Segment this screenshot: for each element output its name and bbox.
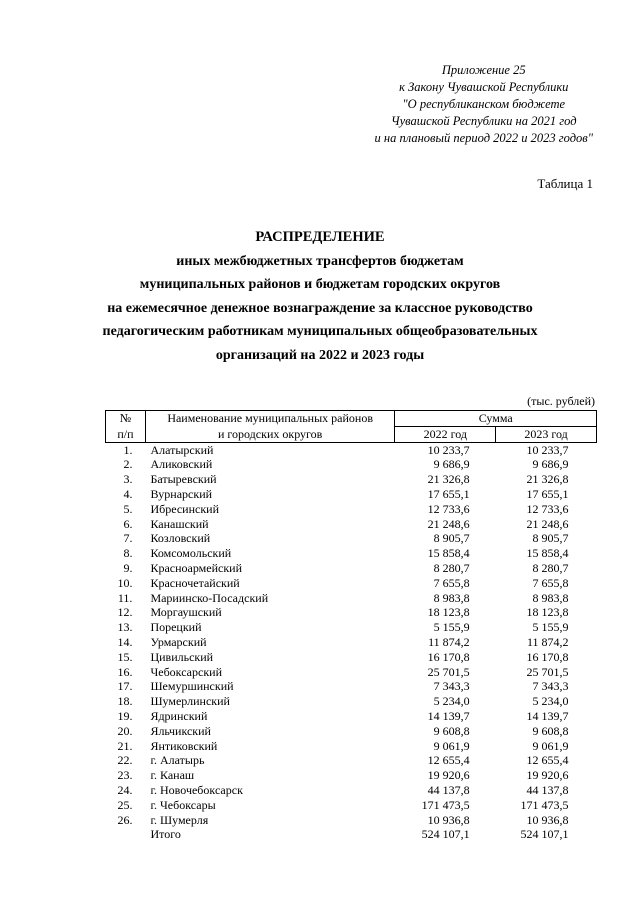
row-number: 13.	[117, 620, 133, 635]
row-name: Шумерлинский	[150, 694, 230, 709]
row-number	[106, 827, 146, 842]
row-number: 2.	[123, 457, 133, 472]
row-number: 14.	[117, 634, 133, 649]
header-name-sub: и городских округов	[145, 426, 394, 442]
value-2023: 44 137,8	[526, 782, 569, 797]
value-2022: 17 655,1	[427, 486, 470, 501]
value-2023: 10 233,7	[526, 442, 569, 457]
row-name: Янтиковский	[150, 738, 218, 753]
title-line: организаций на 2022 и 2023 годы	[215, 347, 425, 363]
value-2023: 25 701,5	[526, 664, 569, 679]
row-name: Вурнарский	[150, 486, 213, 501]
row-number: 9.	[123, 560, 133, 575]
value-2023: 19 920,6	[526, 768, 569, 783]
row-name: Шемуршинский	[150, 679, 234, 694]
row-name: г. Канаш	[150, 768, 195, 783]
value-2022: 18 123,8	[427, 605, 470, 620]
table-row	[106, 517, 597, 532]
value-2022: 10 233,7	[427, 442, 470, 457]
table-row	[106, 768, 597, 783]
value-2022: 9 608,8	[433, 723, 470, 738]
row-name: Урмарский	[150, 634, 207, 649]
value-2023: 524 107,1	[520, 827, 569, 842]
header-sum: Сумма	[395, 411, 597, 427]
row-name: Итого	[150, 827, 181, 842]
row-name: Канашский	[150, 516, 209, 531]
value-2023: 8 983,8	[532, 590, 569, 605]
table-row	[106, 813, 597, 828]
value-2023: 10 936,8	[526, 812, 569, 827]
row-number: 6.	[123, 516, 133, 531]
title-line: муниципальных районов и бюджетам городских округов	[139, 277, 501, 292]
table-row	[106, 724, 597, 739]
value-2023: 9 686,9	[532, 457, 569, 472]
row-number: 15.	[117, 649, 133, 664]
row-name: Ядринский	[150, 708, 208, 723]
header-number-sub: п/п	[106, 426, 146, 442]
value-2022: 12 655,4	[427, 753, 470, 768]
value-2023: 7 655,8	[532, 575, 569, 590]
table-body	[106, 442, 597, 842]
value-2023: 15 858,4	[526, 546, 569, 561]
table-row	[106, 561, 597, 576]
row-number: 17.	[117, 679, 133, 694]
row-name: Мариинско-Посадский	[150, 590, 269, 605]
row-number: 8.	[123, 546, 133, 561]
row-number: 21.	[117, 738, 133, 753]
row-name: Алатырский	[150, 442, 214, 457]
appendix-line: к Закону Чувашской Республики	[399, 80, 569, 94]
value-2023: 8 280,7	[532, 560, 569, 575]
header-name: Наименование муниципальных районов	[145, 411, 394, 427]
title-line: педагогическим работникам муниципальных общеобразовательных	[102, 324, 538, 339]
value-2022: 9 686,9	[433, 457, 470, 472]
row-number: 25.	[117, 797, 133, 812]
row-name: Моргаушский	[150, 605, 222, 620]
value-2023: 9 061,9	[532, 738, 569, 753]
value-2023: 16 170,8	[526, 649, 569, 664]
row-name: Батыревский	[150, 472, 217, 487]
row-number: 23.	[117, 768, 133, 783]
table-row	[106, 635, 597, 650]
row-number: 24.	[117, 782, 133, 797]
row-name: Порецкий	[150, 620, 202, 635]
row-number: 3.	[123, 472, 133, 487]
value-2022: 12 733,6	[427, 501, 470, 516]
row-name: Красноармейский	[150, 560, 243, 575]
appendix-header	[375, 62, 593, 147]
distribution-table	[105, 410, 597, 842]
value-2023: 11 874,2	[526, 634, 569, 649]
table-row	[106, 709, 597, 724]
value-2022: 15 858,4	[427, 546, 470, 561]
title-main: РАСПРЕДЕЛЕНИЕ	[255, 229, 385, 245]
appendix-line: Приложение 25	[441, 63, 526, 77]
value-2022: 21 248,6	[427, 516, 470, 531]
row-number: 18.	[117, 694, 133, 709]
value-2022: 8 905,7	[433, 531, 470, 546]
value-2023: 5 155,9	[532, 620, 569, 635]
appendix-line: Чувашской Республики на 2021 год	[391, 114, 577, 128]
title-line: иных межбюджетных трансфертов бюджетам	[176, 253, 464, 269]
value-2023: 7 343,3	[532, 679, 569, 694]
value-2023: 12 655,4	[526, 753, 569, 768]
table-row	[106, 620, 597, 635]
row-number: 16.	[117, 664, 133, 679]
row-name: Красночетайский	[150, 575, 240, 590]
table-row	[106, 487, 597, 502]
header-number: №	[106, 411, 146, 427]
table-row	[106, 783, 597, 798]
units-label: (тыс. рублей)	[527, 394, 595, 408]
value-2022: 11 874,2	[428, 634, 470, 649]
value-2022: 10 936,8	[427, 812, 470, 827]
value-2023: 18 123,8	[526, 605, 569, 620]
row-number: 22.	[117, 753, 133, 768]
value-2023: 21 248,6	[526, 516, 569, 531]
row-number: 19.	[117, 708, 133, 723]
total-row	[106, 827, 597, 842]
value-2023: 21 326,8	[526, 472, 569, 487]
table-row	[106, 605, 597, 620]
row-name: Цивильский	[150, 649, 214, 664]
row-name: Аликовский	[150, 457, 213, 472]
value-2022: 14 139,7	[427, 708, 470, 723]
header-year-2023: 2023 год	[496, 426, 597, 442]
row-number: 4.	[123, 486, 133, 501]
row-name: г. Новочебоксарск	[150, 782, 243, 797]
value-2023: 171 473,5	[520, 797, 569, 812]
row-name: г. Шумерля	[150, 812, 209, 827]
appendix-line: "О республиканском бюджете	[402, 97, 566, 111]
value-2022: 524 107,1	[421, 827, 470, 842]
value-2023: 8 905,7	[532, 531, 569, 546]
table-row	[106, 694, 597, 709]
table-row	[106, 739, 597, 754]
value-2023: 9 608,8	[532, 723, 569, 738]
row-number: 7.	[123, 531, 133, 546]
table-row	[106, 591, 597, 606]
row-name: Ибресинский	[150, 501, 220, 516]
value-2022: 16 170,8	[427, 649, 470, 664]
value-2022: 8 983,8	[433, 590, 470, 605]
value-2022: 5 234,0	[433, 694, 470, 709]
value-2022: 7 343,3	[433, 679, 470, 694]
appendix-line: и на плановый период 2022 и 2023 годов"	[374, 131, 593, 145]
table-row	[106, 753, 597, 768]
value-2022: 44 137,8	[427, 782, 470, 797]
table-row	[106, 679, 597, 694]
value-2022: 25 701,5	[427, 664, 470, 679]
value-2022: 19 920,6	[427, 768, 470, 783]
value-2022: 8 280,7	[433, 560, 470, 575]
row-name: Комсомольский	[150, 546, 232, 561]
row-name: Козловский	[150, 531, 211, 546]
row-name: Яльчикский	[150, 723, 211, 738]
value-2023: 14 139,7	[526, 708, 569, 723]
table-row	[106, 546, 597, 561]
table-row	[106, 531, 597, 546]
row-number: 12.	[117, 605, 133, 620]
row-name: г. Алатырь	[150, 753, 205, 768]
row-number: 5.	[123, 501, 133, 516]
table-row	[106, 472, 597, 487]
row-number: 11.	[117, 590, 133, 605]
row-name: г. Чебоксары	[150, 797, 216, 812]
row-number: 1.	[123, 442, 133, 457]
table-row	[106, 650, 597, 665]
table-row	[106, 502, 597, 517]
table-row	[106, 576, 597, 591]
header-year-2022: 2022 год	[395, 426, 496, 442]
value-2023: 17 655,1	[526, 486, 569, 501]
value-2022: 21 326,8	[427, 472, 470, 487]
table-row	[106, 798, 597, 813]
value-2022: 171 473,5	[421, 797, 470, 812]
row-number: 26.	[117, 812, 133, 827]
row-number: 20.	[117, 723, 133, 738]
document-title	[0, 226, 640, 367]
title-line: на ежемесячное денежное вознаграждение за классное руководство	[107, 300, 533, 316]
value-2022: 5 155,9	[433, 620, 470, 635]
table-header	[106, 411, 597, 443]
table-number-label: Таблица 1	[537, 176, 593, 191]
table-row	[106, 665, 597, 680]
value-2023: 5 234,0	[532, 694, 569, 709]
row-number: 10.	[117, 575, 133, 590]
value-2022: 7 655,8	[433, 575, 470, 590]
value-2023: 12 733,6	[526, 501, 569, 516]
row-name: Чебоксарский	[150, 664, 222, 679]
table-row	[106, 442, 597, 457]
value-2022: 9 061,9	[433, 738, 470, 753]
table-row	[106, 457, 597, 472]
